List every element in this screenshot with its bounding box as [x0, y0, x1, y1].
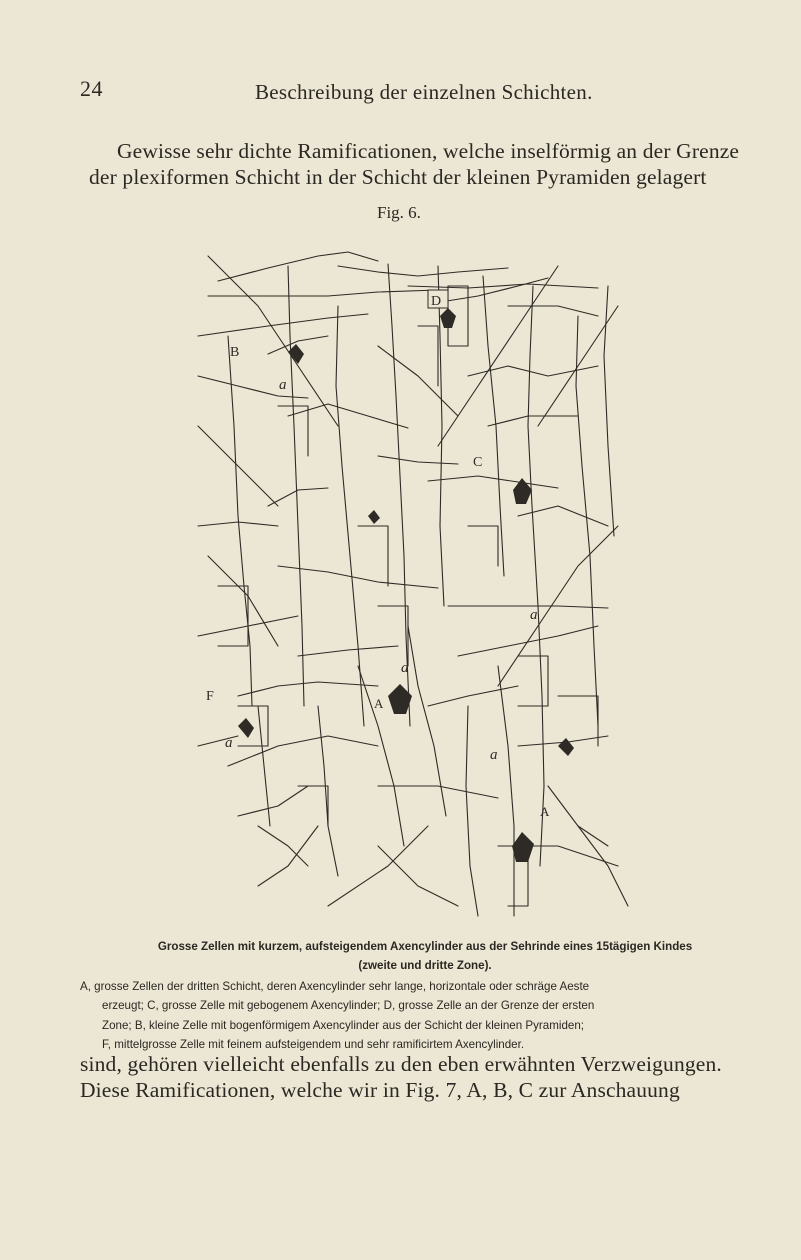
intro-line-2: der plexiformen Schicht in der Schicht der kleinen Pyramiden gelagert — [89, 165, 707, 189]
caption-legend-line-4: F, mittelgrosse Zelle mit feinem aufsteigendem und sehr ramificirtem Axencylinder. — [102, 1037, 525, 1051]
figure-caption-legend — [80, 977, 770, 1054]
caption-title-line-2: (zweite und dritte Zone). — [358, 959, 492, 972]
cell-body-d — [440, 308, 456, 328]
figure-letter-a: a — [401, 660, 409, 676]
figure-letter-c: C — [473, 455, 483, 470]
caption-legend-line-1: A, grosse Zellen der dritten Schicht, deren Axencylinder sehr lange, horizontale oder schräge Aeste — [80, 980, 590, 993]
neuron-drawing-figure — [178, 226, 636, 926]
caption-legend-line-2: erzeugt; C, grosse Zelle mit gebogenem Axencylinder; D, grosse Zelle an der Grenze der ersten — [102, 999, 595, 1013]
figure-letter-a: a — [279, 377, 287, 393]
outro-line-1: sind, gehören vielleicht ebenfalls zu den eben erwähnten Verzweigungen. — [80, 1052, 722, 1076]
figure-fibres — [198, 252, 628, 916]
page-number: 24 — [80, 76, 103, 101]
figure-letter-d: D — [431, 294, 442, 309]
figure-letter-b: B — [230, 345, 240, 360]
cell-body-f — [238, 718, 254, 738]
figure-letter-a: a — [530, 607, 538, 623]
figure-letter-a-upper: A — [374, 696, 384, 711]
cell-body-a-lower — [512, 832, 534, 862]
intro-line-1: Gewisse sehr dichte Ramificationen, welche inselförmig an der Grenze — [117, 139, 740, 163]
figure-letter-a: a — [490, 747, 498, 763]
outro-line-2: Diese Ramificationen, welche wir in Fig. 7, A, B, C zur Anschauung — [80, 1078, 680, 1102]
caption-title-line-1: Grosse Zellen mit kurzem, aufsteigendem Axencylinder aus der Sehrinde eines 15tägigen Kindes — [157, 940, 693, 953]
figure-letter-a: a — [225, 735, 233, 751]
running-head: Beschreibung der einzelnen Schichten. — [255, 80, 593, 104]
figure-letter-a-lower: A — [540, 804, 550, 819]
figure-caption-title — [80, 937, 770, 975]
caption-legend-line-3: Zone; B, kleine Zelle mit bogenförmigem Axencylinder aus der Schicht der kleinen Pyramiden; — [102, 1018, 585, 1032]
figure-letter-f: F — [206, 689, 214, 704]
cell-body-small — [558, 738, 574, 756]
figure-label: Fig. 6. — [377, 203, 421, 222]
cell-body-small — [368, 510, 380, 524]
